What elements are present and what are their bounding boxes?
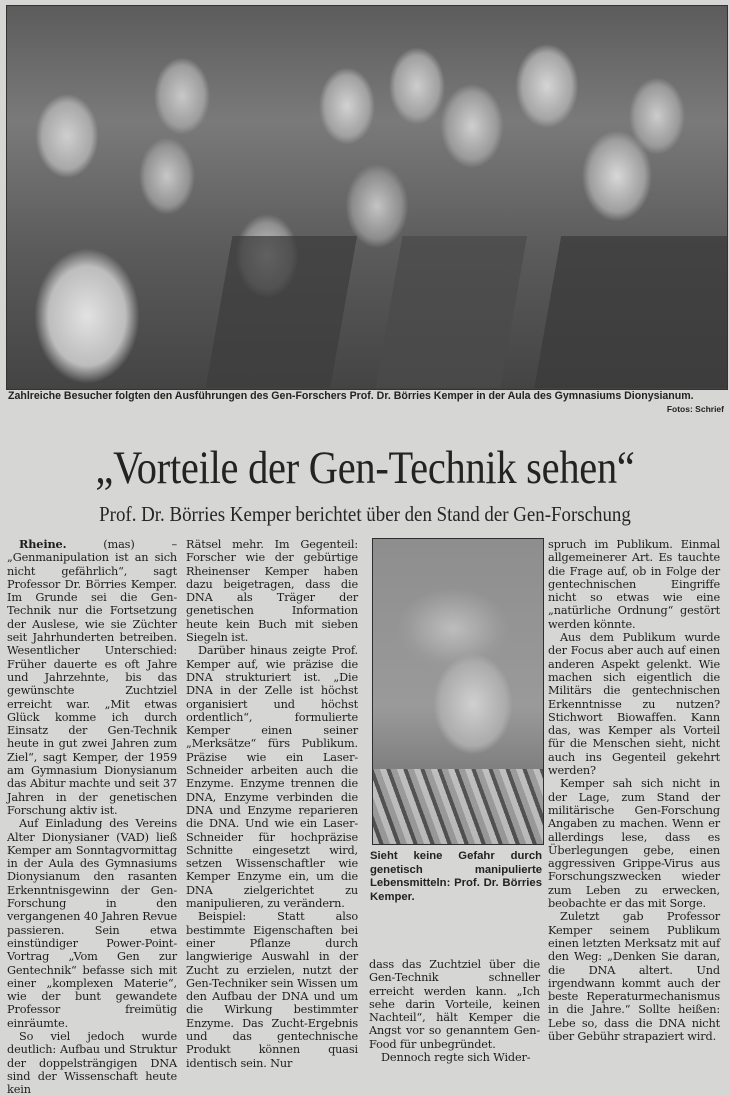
photo-credit: Fotos: Schrief: [666, 404, 724, 414]
article-column-4: [548, 538, 720, 1043]
article-paragraph: Darüber hinaus zeigte Prof. Kemper auf, wie präzise die DNA strukturiert ist. „Die DNA in der Zelle ist höchst organisiert und höchst ordentlich“, formulierte Kemper einen seiner „Merksätze“ fürs Publikum. Präzise wie ein Laser-Schneider arbeiten auch die Enzyme. Enzyme trennen die DNA, Enzyme verbinden die DNA und Enzyme reparieren die DNA. Und wie ein Laser-Schneider für hochpräzise Schnitte eingesetzt wird, setzen Wissenschaftler wie Kemper Enzyme ein, um die DNA zielgerichtet zu manipulieren, zu verändern.: [186, 644, 358, 911]
audience-photo-caption: [8, 390, 724, 414]
subheadline: Prof. Dr. Börries Kemper berichtet über den Stand der Gen-Forschung: [99, 502, 631, 526]
article-paragraph: Zuletzt gab Professor Kemper seinem Publikum einen letzten Merksatz mit auf den Weg: „Denken Sie daran, die DNA altert. Und irgendwann kommt auch der beste Reperaturmechanismus in die Jahre.“ Sollte heißen: Lebe so, dass die DNA nicht über Gebühr strapaziert wird.: [548, 910, 720, 1043]
article-paragraph: Beispiel: Statt also bestimmte Eigenschaften bei einer Pflanze durch langwierige Auswahl in der Zucht zu erzielen, nutzt der Gen-Techniker sein Wissen um den Aufbau der DNA und um die Wirkung bestimmter Enzyme. Das Zucht-Ergebnis und das gentechnische Produkt können quasi identisch sein. Nur: [186, 910, 358, 1070]
article-column-2: [186, 538, 358, 1070]
audience-photo-detail: [187, 236, 727, 388]
dateline: Rheine.: [19, 537, 67, 551]
portrait-photo-detail: [373, 769, 543, 844]
article-paragraph: Rätsel mehr. Im Gegenteil: Forscher wie der gebürtige Rheinenser Kemper haben dazu beigetragen, dass die DNA als Träger der genetischen Information heute kein Buch mit sieben Siegeln ist.: [186, 538, 358, 645]
article-paragraph: dass das Zuchtziel über die Gen-Technik schneller erreicht werden kann. „Ich sehe darin Vorteile, keinen Nachteil“, hält Kemper die Angst vor so genanntem Gen-Food für unbegründet.: [369, 958, 540, 1051]
article-paragraph: Auf Einladung des Vereins Alter Dionysianer (VAD) ließ Kemper am Sonntagvormittag in der Aula des Gymnasiums Dionysianum den rasanten Erkenntnisgewinn der Gen-Forschung in den vergangenen 40 Jahren Revue passieren. Sein etwa einstündiger Power-Point-Vortrag „Vom Gen zur Gentechnik“ befasse sich mit einer „komplexen Materie“, wie der bunt gewandete Professor freimütig einräumte.: [7, 817, 177, 1030]
article-paragraph: Dennoch regte sich Wider-: [381, 1051, 531, 1065]
audience-photo: [6, 5, 728, 390]
article-paragraph: So viel jedoch wurde deutlich: Aufbau und Struktur der doppelsträngigen DNA sind der Wissenschaft heute kein: [7, 1029, 177, 1096]
lead-text: (mas) – „Genmanipulation ist an sich nicht gefährlich“, sagt Professor Dr. Börries Kemper. Im Grunde sei die Gen-Technik nur die Fortsetzung der Auslese, wie sie Züchter seit Jahrhunderten betreiben. Wesentlicher Unterschied: Früher dauerte es oft Jahre und Jahrzehnte, bis das gewünschte Zuchtziel erreicht war. „Mit etwas Glück komme ich durch Einsatz der Gen-Technik heute in gut zwei Jahren zum Ziel“, sagt Kemper, der 1959 am Gymnasium Dionysianum das Abitur machte und seit 37 Jahren in der genetischen Forschung aktiv ist.: [7, 538, 177, 817]
article-paragraph: Kemper sah sich nicht in der Lage, zum Stand der militärische Gen-Forschung Angaben zu machen. Wenn er allerdings lese, dass es Überlegungen gebe, einen aggressiven Grippe-Virus aus Forschungszwecken wieder zum Leben zu erwecken, beobachte er das mit Sorge.: [548, 777, 720, 911]
article-paragraph: Aus dem Publikum wurde der Focus aber auch auf einen anderen Aspekt gelenkt. Wie machen sich eigentlich die Militärs die gentechnischen Erkenntnisse zu nutzen? Stichwort Biowaffen. Kann das, was Kemper als Vorteil für die Menschen sieht, nicht auch ins Gegenteil gekehrt werden?: [548, 631, 720, 778]
headline: „Vorteile der Gen-Technik sehen“: [95, 442, 635, 494]
portrait-caption: Sieht keine Gefahr durch genetisch manipulierte Lebensmitteln: Prof. Dr. Börries Kemper.: [370, 850, 542, 903]
article-paragraph: spruch im Publikum. Einmal allgemeinerer Art. Es tauchte die Frage auf, ob in Folge der gentechnischen Eingriffe nicht so etwas wie eine „natürliche Ordnung“ gestört werden könnte.: [548, 538, 720, 631]
audience-caption-text: Zahlreiche Besucher folgten den Ausführungen des Gen-Forschers Prof. Dr. Börries Kemper in der Aula des Gymnasiums Dionysianum.: [8, 390, 694, 402]
article-column-3: [369, 958, 540, 1064]
portrait-photo: [372, 538, 544, 845]
article-column-1: [7, 538, 177, 1096]
article-paragraph: [7, 538, 177, 817]
